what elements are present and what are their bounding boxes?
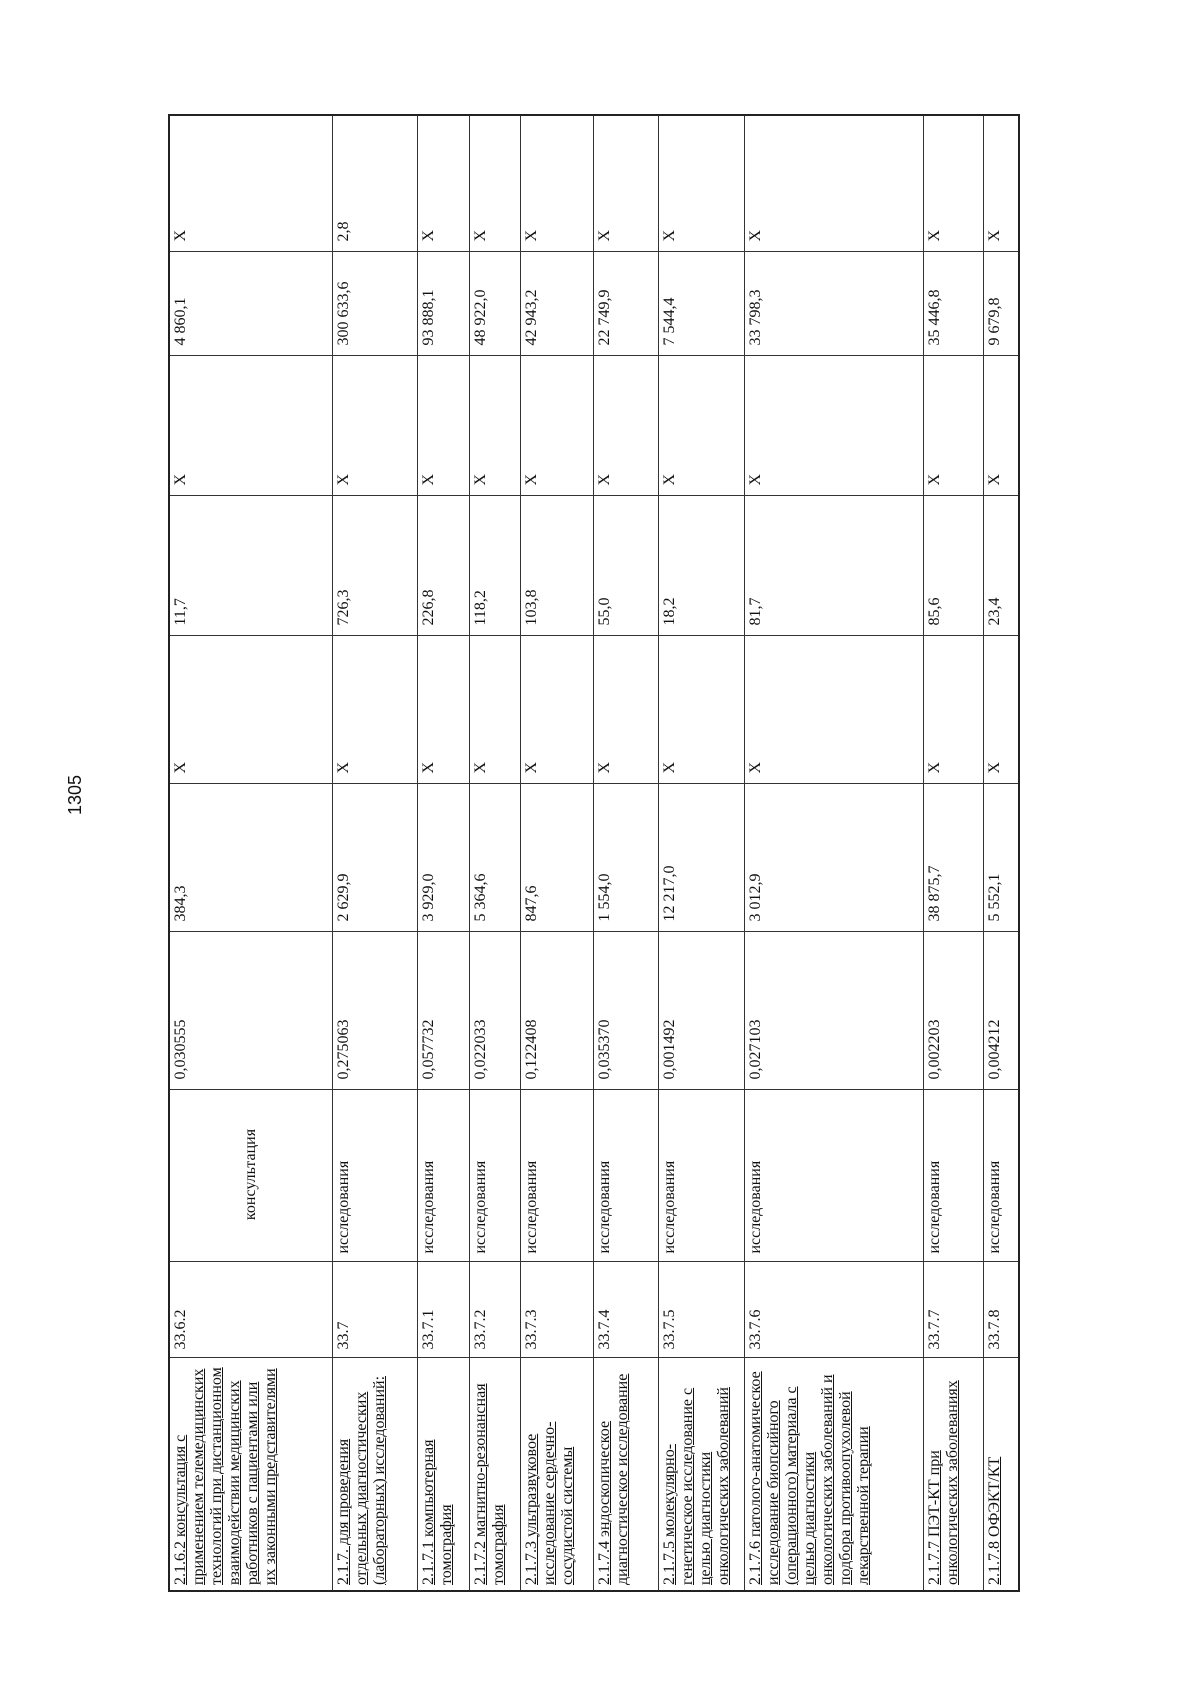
row-name-cell: 2.1.7.8 ОФЭКТ/КТ [983,1358,1019,1591]
rotated-table-wrapper [168,116,1020,1592]
row-code-cell: 33.7.5 [659,1262,745,1358]
row-cost-cell: 38 875,7 [924,784,983,932]
row-x-cell-2: Х [659,356,745,496]
table-row [594,115,659,1591]
row-norm-cell: 0,057732 [417,932,470,1090]
row-x-cell-1: Х [659,636,745,784]
row-x-cell-2: Х [924,356,983,496]
row-unit-cell: исследования [659,1090,745,1262]
row-code-cell: 33.7.8 [983,1262,1019,1358]
row-norm-cell: 0,001492 [659,932,745,1090]
row-x-cell-2: Х [983,356,1019,496]
row-norm-cell: 0,030555 [169,932,332,1090]
row-x-cell-1: Х [417,636,470,784]
row-total-cell: 7 544,4 [659,252,745,356]
row-x-cell-2: Х [169,356,332,496]
row-total-cell: 22 749,9 [594,252,659,356]
row-x-cell-1: Х [169,636,332,784]
table-row [520,115,594,1591]
row-total-cell: 48 922,0 [470,252,520,356]
table-row [924,115,983,1591]
row-x-cell-2: Х [417,356,470,496]
row-cost-cell: 1 554,0 [594,784,659,932]
row-per-capita-cell: 23,4 [983,496,1019,636]
row-x-cell-1: Х [924,636,983,784]
row-name-cell: 2.1.7.3 ультразвуковое исследование сердечно-сосудистой системы [520,1358,594,1591]
row-per-capita-cell: 118,2 [470,496,520,636]
row-norm-cell: 0,275063 [332,932,417,1090]
row-name-cell: 2.1.7.7 ПЭТ-КТ при онкологических заболеваниях [924,1358,983,1591]
table-row [332,115,417,1591]
row-x-cell-1: Х [332,636,417,784]
row-total-cell: 35 446,8 [924,252,983,356]
row-name-cell: 2.1.7.1 компьютерная томография [417,1358,470,1591]
row-x-cell-1: Х [520,636,594,784]
row-per-capita-cell: 85,6 [924,496,983,636]
row-norm-cell: 0,035370 [594,932,659,1090]
row-share-cell: Х [924,115,983,252]
row-total-cell: 4 860,1 [169,252,332,356]
row-total-cell: 300 633,6 [332,252,417,356]
row-cost-cell: 12 217,0 [659,784,745,932]
row-share-cell: Х [520,115,594,252]
row-share-cell: Х [594,115,659,252]
row-norm-cell: 0,027103 [745,932,924,1090]
row-x-cell-2: Х [745,356,924,496]
row-share-cell: Х [983,115,1019,252]
row-cost-cell: 5 552,1 [983,784,1019,932]
row-name-cell: 2.1.7. для проведения отдельных диагностических (лабораторных) исследований: [332,1358,417,1591]
row-code-cell: 33.7.2 [470,1262,520,1358]
table-row [470,115,520,1591]
row-unit-cell: исследования [594,1090,659,1262]
row-name-cell: 2.1.7.6 патолого-анатомическое исследование биопсийного (операционного) материала с целью диагностики онкологических заболеваний и подбора противоопухолевой лекарственной терапии [745,1358,924,1591]
row-code-cell: 33.7.3 [520,1262,594,1358]
row-cost-cell: 2 629,9 [332,784,417,932]
row-total-cell: 9 679,8 [983,252,1019,356]
row-unit-cell: исследования [417,1090,470,1262]
row-name-cell: 2.1.7.2 магнитно-резонансная томография [470,1358,520,1591]
row-x-cell-1: Х [470,636,520,784]
row-unit-cell: консультация [169,1090,332,1262]
row-code-cell: 33.7.6 [745,1262,924,1358]
row-cost-cell: 3 929,0 [417,784,470,932]
table-row [983,115,1019,1591]
row-per-capita-cell: 11,7 [169,496,332,636]
row-x-cell-2: Х [470,356,520,496]
row-unit-cell: исследования [470,1090,520,1262]
row-per-capita-cell: 726,3 [332,496,417,636]
row-unit-cell: исследования [983,1090,1019,1262]
row-per-capita-cell: 81,7 [745,496,924,636]
row-per-capita-cell: 55,0 [594,496,659,636]
row-norm-cell: 0,122408 [520,932,594,1090]
row-x-cell-2: Х [594,356,659,496]
row-norm-cell: 0,022033 [470,932,520,1090]
row-total-cell: 93 888,1 [417,252,470,356]
row-code-cell: 33.6.2 [169,1262,332,1358]
row-code-cell: 33.7 [332,1262,417,1358]
table-row [417,115,470,1591]
tariff-table [168,114,1020,1592]
row-share-cell: Х [470,115,520,252]
row-name-cell: 2.1.7.4 эндоскопическое диагностическое исследование [594,1358,659,1591]
row-unit-cell: исследования [924,1090,983,1262]
row-unit-cell: исследования [745,1090,924,1262]
row-code-cell: 33.7.1 [417,1262,470,1358]
table-row [659,115,745,1591]
row-share-cell: Х [745,115,924,252]
row-per-capita-cell: 18,2 [659,496,745,636]
row-share-cell: Х [417,115,470,252]
row-per-capita-cell: 226,8 [417,496,470,636]
row-norm-cell: 0,004212 [983,932,1019,1090]
row-share-cell: Х [169,115,332,252]
table-row [745,115,924,1591]
row-per-capita-cell: 103,8 [520,496,594,636]
row-x-cell-1: Х [594,636,659,784]
row-x-cell-1: Х [745,636,924,784]
row-code-cell: 33.7.4 [594,1262,659,1358]
row-code-cell: 33.7.7 [924,1262,983,1358]
row-unit-cell: исследования [332,1090,417,1262]
row-total-cell: 33 798,3 [745,252,924,356]
row-share-cell: Х [659,115,745,252]
row-x-cell-2: Х [332,356,417,496]
row-unit-cell: исследования [520,1090,594,1262]
row-share-cell: 2,8 [332,115,417,252]
row-norm-cell: 0,002203 [924,932,983,1090]
row-name-cell: 2.1.7.5 молекулярно-генетическое исследование с целью диагностики онкологических заболеваний [659,1358,745,1591]
row-name-cell: 2.1.6.2 консультация с применением телемедицинских технологий при дистанционном взаимодействии медицинских работников с пациентами или их законными представителями [169,1358,332,1591]
row-cost-cell: 5 364,6 [470,784,520,932]
row-x-cell-2: Х [520,356,594,496]
page-number: 1305 [65,774,85,816]
table-row [169,115,332,1591]
row-cost-cell: 3 012,9 [745,784,924,932]
row-cost-cell: 384,3 [169,784,332,932]
row-total-cell: 42 943,2 [520,252,594,356]
row-cost-cell: 847,6 [520,784,594,932]
table-body [169,115,1019,1591]
row-x-cell-1: Х [983,636,1019,784]
